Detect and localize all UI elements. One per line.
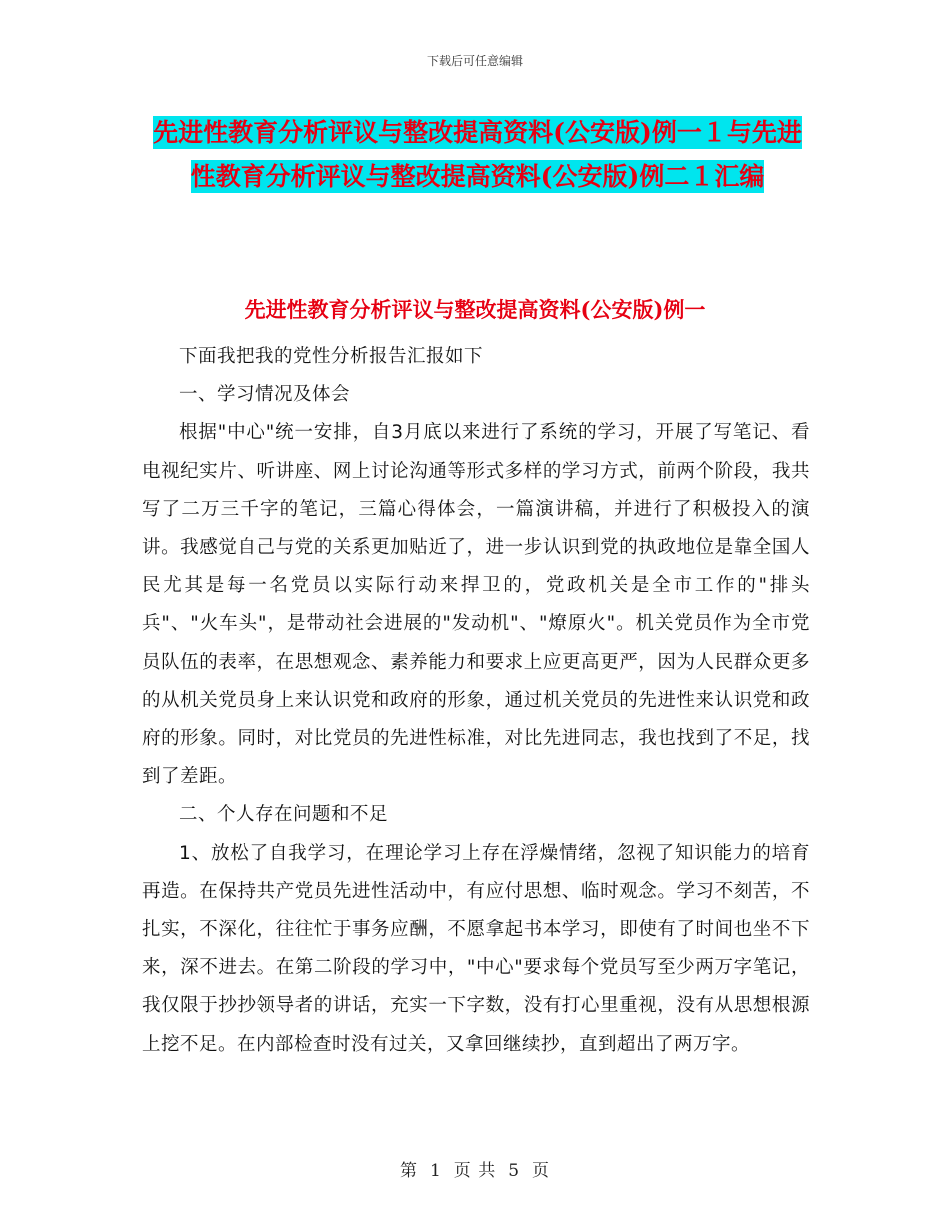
footer-mid: 页 共 [453,1161,497,1181]
paragraph-study: 根据"中心"统一安排，自3月底以来进行了系统的学习，开展了写笔记、看电视纪实片、听讲座、网上讨论沟通等形式多样的学习方式，前两个阶段，我共写了二万三千字的笔记，三篇心得体会，一篇演讲稿，并进行了积极投入的演讲。我感觉自己与党的关系更加贴近了，进一步认识到党的执政地位是靠全国人民尤其是每一名党员以实际行动来捍卫的，党政机关是全市工作的"排头兵"、"火车头"，是带动社会进展的"发动机"、"燎原火"。机关党员作为全市党员队伍的表率，在思想观念、素养能力和要求上应更高更严，因为人民群众更多的从机关党员身上来认识党和政府的形象，通过机关党员的先进性来认识党和政府的形象。同时，对比党员的先进性标准，对比先进同志，我也找到了不足，找到了差距。 [142,422,810,788]
footer-prefix: 第 [399,1161,418,1181]
header-note: 下载后可任意编辑 [426,54,523,68]
footer-total-pages: 5 [508,1161,521,1181]
paragraph-problem-1: 1、放松了自我学习，在理论学习上存在浮燥情绪，忽视了知识能力的培育再造。在保持共产党员先进性活动中，有应付思想、临时观念。学习不刻苦，不扎实，不深化，往往忙于事务应酬，不愿拿起书本学习，即使有了时间也坐不下来，深不进去。在第二阶段的学习中，"中心"要求每个党员写至少两万字笔记，我仅限于抄抄领导者的讲话，充实一下字数，没有打心里重视，没有从思想根源上挖不足。在内部检查时没有过关，又拿回继续抄，直到超出了两万字。 [142,842,810,1055]
document-title-text: 先进性教育分析评议与整改提高资料(公安版)例一１与先进性教育分析评议与整改提高资料(公安版)例二１汇编 [153,118,802,191]
paragraph-intro: 下面我把我的党性分析报告汇报如下 [179,346,484,367]
heading-problems: 二、个人存在问题和不足 [179,804,389,826]
page-footer [0,1156,950,1181]
document-title [145,111,810,199]
heading-study: 一、学习情况及体会 [179,384,351,406]
footer-suffix: 页 [532,1161,551,1181]
document-body [142,338,810,1064]
section-title: 先进性教育分析评议与整改提高资料(公安版)例一 [244,297,706,322]
footer-page-number: 1 [429,1161,442,1181]
